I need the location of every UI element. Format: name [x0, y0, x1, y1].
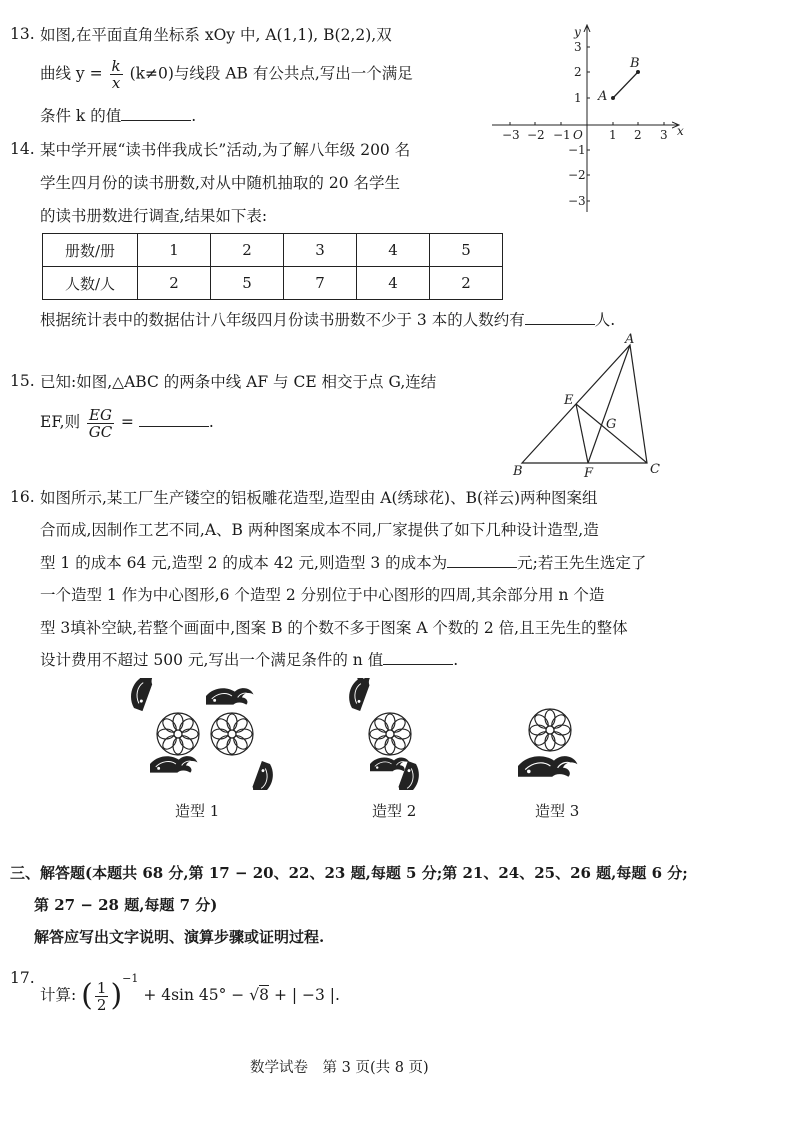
- q13-line-2a: 曲线 y =: [40, 64, 103, 83]
- vertex-b-label: B: [513, 464, 523, 479]
- q16-line-6-text: 设计费用不超过 500 元,写出一个满足条件的 n 值: [40, 651, 384, 669]
- q16-line-2: 合而成,因制作工艺不同,A、B 两种图案成本不同,厂家提供了如下几种设计造型,造: [40, 521, 599, 539]
- q17-sqrt-value: 8: [259, 986, 270, 1004]
- q13-number: 13.: [10, 25, 35, 43]
- origin-label: O: [573, 128, 583, 142]
- design-2-pattern: [345, 678, 424, 790]
- q17-right-paren: ): [110, 978, 123, 1013]
- q15-answer-blank[interactable]: [139, 412, 209, 427]
- table-cell: 人数/人: [43, 267, 138, 300]
- y-tick-neg2: −2: [568, 168, 586, 182]
- y-tick-2: 2: [574, 65, 582, 79]
- table-cell: 2: [430, 267, 503, 300]
- q17-number: 17.: [10, 969, 35, 987]
- x-axis-label: x: [677, 124, 684, 138]
- table-cell: 1: [138, 234, 211, 267]
- table-cell: 2: [138, 267, 211, 300]
- table-row: [43, 234, 503, 267]
- design-1-pattern: [126, 678, 277, 790]
- table-cell: 册数/册: [43, 234, 138, 267]
- table-cell: 4: [357, 234, 430, 267]
- triangle-abc-figure: [505, 332, 680, 480]
- q14-line-2: 学生四月份的读书册数,对从中随机抽取的 20 名学生: [40, 174, 401, 192]
- y-tick-neg3: −3: [568, 194, 586, 208]
- reading-stats-table: [42, 233, 503, 300]
- table-cell: 3: [284, 234, 357, 267]
- q14-line-4: [40, 310, 615, 330]
- table-cell: 4: [357, 267, 430, 300]
- point-g-label: G: [606, 417, 617, 432]
- q16-line-5: 型 3填补空缺,若整个画面中,图案 B 的个数不多于图案 A 个数的 2 倍,且王先生的整体: [40, 619, 628, 637]
- point-e-label: E: [564, 393, 574, 408]
- x-tick-neg2: −2: [527, 128, 545, 142]
- y-tick-1: 1: [574, 91, 582, 105]
- y-tick-neg1: −1: [568, 143, 586, 157]
- page-footer: 数学试卷 第 3 页(共 8 页): [250, 1060, 429, 1076]
- q14-end: 人.: [594, 311, 616, 329]
- q13-fraction: [110, 58, 123, 91]
- q17-part-b: + | −3 |.: [273, 986, 340, 1004]
- q16-line-6: [40, 650, 458, 670]
- q17-expression: [40, 960, 340, 1015]
- vertex-a-label: A: [625, 332, 635, 347]
- q17-fraction: [95, 980, 109, 1013]
- q13-line-2b: (k≠0)与线段 AB 有公共点,写出一个满足: [129, 64, 413, 83]
- y-tick-3: 3: [574, 40, 582, 54]
- q15-line-2a: EF,则: [40, 413, 81, 431]
- q14-line-4-text: 根据统计表中的数据估计八年级四月份读书册数不少于 3 本的人数约有: [40, 311, 525, 329]
- table-row: [43, 267, 503, 300]
- q13-answer-blank[interactable]: [121, 106, 191, 121]
- q15-line-1: 已知:如图,△ABC 的两条中线 AF 与 CE 相交于点 G,连结: [40, 373, 437, 391]
- q15-frac-num: EG: [89, 405, 112, 424]
- x-tick-neg1: −1: [553, 128, 571, 142]
- q15-number: 15.: [10, 372, 35, 390]
- q13-line-1: 如图,在平面直角坐标系 xOy 中, A(1,1), B(2,2),双: [40, 26, 392, 44]
- q16-line-3a: 型 1 的成本 64 元,造型 2 的成本 42 元,则造型 3 的成本为: [40, 554, 448, 572]
- design-patterns-figure: [120, 678, 610, 790]
- design-3-pattern: [518, 709, 577, 777]
- table-cell: 5: [211, 267, 284, 300]
- x-tick-2: 2: [634, 128, 642, 142]
- x-tick-3: 3: [660, 128, 668, 142]
- point-a: [611, 96, 615, 100]
- q16-n-blank[interactable]: [383, 650, 453, 665]
- point-a-label: A: [598, 89, 608, 104]
- design-2-caption: 造型 2: [372, 802, 417, 820]
- x-tick-1: 1: [609, 128, 617, 142]
- q14-line-3: 的读书册数进行调查,结果如下表:: [40, 207, 268, 225]
- section-3-subheading: 第 27 − 28 题,每题 7 分): [34, 896, 218, 914]
- table-cell: 7: [284, 267, 357, 300]
- q16-line-1: 如图所示,某工厂生产镂空的铝板雕花造型,造型由 A(绣球花)、B(祥云)两种图案组: [40, 489, 598, 507]
- q17-exponent: −1: [122, 972, 139, 985]
- coordinate-plane-figure: [488, 22, 688, 218]
- design-1-caption: 造型 1: [175, 802, 220, 820]
- q15-end: .: [208, 413, 214, 431]
- q13-line-3-text: 条件 k 的值: [40, 107, 122, 125]
- design-3-caption: 造型 3: [535, 802, 580, 820]
- q13-frac-den: x: [111, 74, 121, 92]
- q14-number: 14.: [10, 140, 35, 158]
- q15-line-2: [40, 405, 214, 440]
- q14-answer-blank[interactable]: [525, 310, 595, 325]
- sqrt-symbol: √: [249, 986, 260, 1004]
- q17-frac-den: 2: [96, 995, 107, 1014]
- vertex-c-label: C: [650, 462, 660, 477]
- q17-part-a: + 4sin 45° −: [143, 986, 245, 1004]
- q16-cost-blank[interactable]: [447, 553, 517, 568]
- q13-end: .: [191, 107, 197, 125]
- median-af: [588, 345, 630, 463]
- q15-frac-den: GC: [88, 422, 113, 441]
- q14-line-1: 某中学开展“读书伴我成长”活动,为了解八年级 200 名: [40, 141, 411, 159]
- q13-frac-num: k: [111, 57, 121, 75]
- q16-line-4: 一个造型 1 作为中心图形,6 个造型 2 分别位于中心图形的四周,其余部分用 n 个造: [40, 586, 605, 604]
- q16-line-3b: 元;若王先生选定了: [517, 554, 647, 572]
- q15-equals: =: [120, 413, 134, 431]
- q15-fraction: [87, 407, 114, 440]
- section-3-instructions: 解答应写出文字说明、演算步骤或证明过程.: [34, 928, 325, 946]
- q17-label: 计算:: [40, 986, 77, 1004]
- q13-line-3: [40, 106, 196, 126]
- q13-line-2: [40, 58, 413, 91]
- table-cell: 5: [430, 234, 503, 267]
- point-b-label: B: [630, 56, 640, 71]
- x-tick-neg3: −3: [502, 128, 520, 142]
- q17-left-paren: (: [81, 978, 93, 1013]
- point-f-label: F: [584, 466, 594, 480]
- q16-line-3: [40, 553, 646, 573]
- q16-end: .: [453, 651, 459, 669]
- section-3-heading: 三、解答题(本题共 68 分,第 17 − 20、22、23 题,每题 5 分;第 21、24、25、26 题,每题 6 分;: [10, 864, 688, 882]
- q16-number: 16.: [10, 488, 35, 506]
- q17-frac-num: 1: [96, 978, 107, 997]
- y-axis-label: y: [574, 25, 581, 39]
- table-cell: 2: [211, 234, 284, 267]
- segment-ab: [613, 72, 638, 98]
